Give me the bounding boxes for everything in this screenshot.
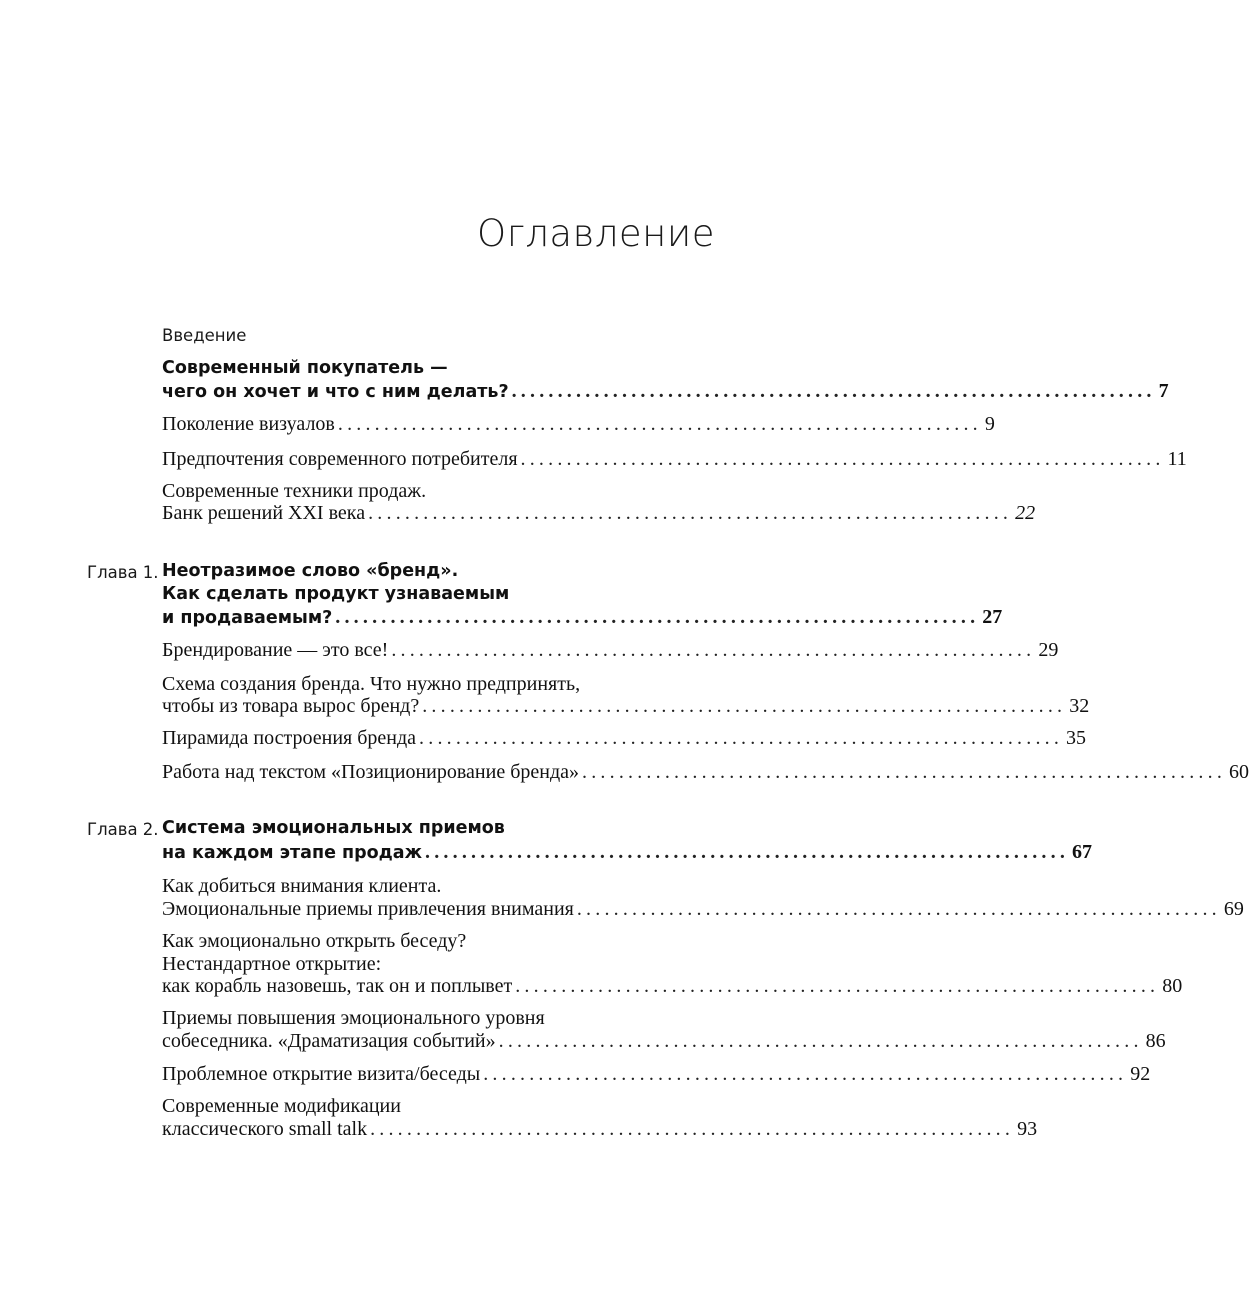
entry-title: классического small talk — [162, 1118, 368, 1140]
leader-dots: ...................................................................... — [576, 898, 1221, 920]
page-number: 9 — [984, 413, 995, 435]
toc-entry[interactable] — [162, 637, 1059, 663]
leader-dots: ...................................................................... — [582, 761, 1227, 783]
leader-dots: ...................................................................... — [483, 1063, 1128, 1085]
chapter2-heading-line1: Система эмоциональных приемов — [162, 818, 505, 838]
page-number: 69 — [1223, 898, 1244, 920]
leader-dots: ...................................................................... — [368, 502, 1013, 524]
chapter2-heading-line2: на каждом этапе продаж — [162, 843, 423, 863]
page-number: 27 — [982, 606, 1003, 628]
page-number: 60 — [1229, 761, 1249, 783]
chapter1-heading-line2: Как сделать продукт узнаваемым — [162, 584, 510, 604]
toc-entry[interactable] — [162, 446, 1187, 472]
chapter1-heading-line1: Неотразимое слово «бренд». — [162, 561, 459, 581]
entry-title: как корабль назовешь, так он и поплывет — [162, 975, 513, 997]
toc-entry[interactable] — [162, 1061, 1151, 1087]
entry-title: Работа над текстом «Позиционирование бренда» — [162, 761, 580, 783]
entry-title: Предпочтения современного потребителя — [162, 448, 518, 470]
page-number: 29 — [1038, 639, 1059, 661]
entry-title: Проблемное открытие визита/беседы — [162, 1063, 481, 1085]
page-number: 93 — [1017, 1118, 1038, 1140]
entry-title-line1: Приемы повышения эмоционального уровня — [162, 1007, 545, 1029]
entry-title-line2: Нестандартное открытие: — [162, 953, 382, 975]
entry-title-line1: Как эмоционально открыть беседу? — [162, 930, 467, 952]
entry-title: Поколение визуалов — [162, 413, 335, 435]
page-number: 67 — [1072, 841, 1093, 863]
leader-dots: ...................................................................... — [498, 1030, 1143, 1052]
page-number: 22 — [1015, 502, 1036, 524]
toc-entry[interactable] — [162, 411, 995, 437]
toc-entry[interactable] — [162, 693, 1090, 719]
entry-title: чтобы из товара вырос бренд? — [162, 695, 420, 717]
entry-title: Брендирование — это все! — [162, 639, 389, 661]
chapter1-heading-line3: и продаваемым? — [162, 608, 333, 628]
page-title: Оглавление — [476, 212, 715, 255]
entry-title: собеседника. «Драматизация событий» — [162, 1030, 496, 1052]
page-number: 92 — [1130, 1063, 1151, 1085]
leader-dots: ...................................................................... — [391, 639, 1036, 661]
entry-title-line1: Как добиться внимания клиента. — [162, 875, 442, 897]
entry-title-line1: Современные техники продаж. — [162, 480, 427, 502]
entry-title: Эмоциональные приемы привлечения внимания — [162, 898, 574, 920]
toc-entry[interactable] — [162, 500, 1036, 526]
leader-dots: ...................................................................... — [520, 448, 1165, 470]
page-number: 7 — [1158, 380, 1169, 402]
leader-dots: ...................................................................... — [335, 606, 980, 628]
leader-dots: ...................................................................... — [515, 975, 1160, 997]
page-number: 86 — [1145, 1030, 1166, 1052]
entry-title-line1: Современные модификации — [162, 1095, 401, 1117]
entry-title: Пирамида построения бренда — [162, 727, 417, 749]
intro-label: Введение — [162, 326, 247, 345]
toc-entry[interactable] — [162, 725, 1087, 751]
page-number: 35 — [1066, 727, 1087, 749]
intro-heading-line1: Современный покупатель — — [162, 358, 448, 378]
leader-dots: ...................................................................... — [337, 413, 982, 435]
page-number: 80 — [1162, 975, 1183, 997]
leader-dots: ...................................................................... — [370, 1118, 1015, 1140]
toc-entry[interactable] — [162, 1116, 1038, 1142]
page-number: 32 — [1069, 695, 1090, 717]
toc-entry[interactable] — [162, 973, 1183, 999]
leader-dots: ...................................................................... — [419, 727, 1064, 749]
chapter2-heading-entry[interactable] — [162, 839, 1093, 866]
chapter2-label: Глава 2. — [87, 820, 159, 839]
intro-heading-line2: чего он хочет и что с ним делать? — [162, 382, 509, 402]
chapter1-heading-entry[interactable] — [162, 604, 1003, 631]
toc-entry[interactable] — [162, 896, 1244, 922]
chapter1-label: Глава 1. — [87, 563, 159, 582]
entry-title: Банк решений XXI века — [162, 502, 366, 524]
leader-dots: ...................................................................... — [425, 841, 1070, 863]
leader-dots: ...................................................................... — [422, 695, 1067, 717]
intro-heading-entry[interactable] — [162, 378, 1169, 405]
toc-entry[interactable] — [162, 759, 1249, 785]
page-number: 11 — [1167, 448, 1187, 470]
toc-entry[interactable] — [162, 1028, 1166, 1054]
leader-dots: ...................................................................... — [511, 380, 1156, 402]
entry-title-line1: Схема создания бренда. Что нужно предпринять, — [162, 673, 581, 695]
